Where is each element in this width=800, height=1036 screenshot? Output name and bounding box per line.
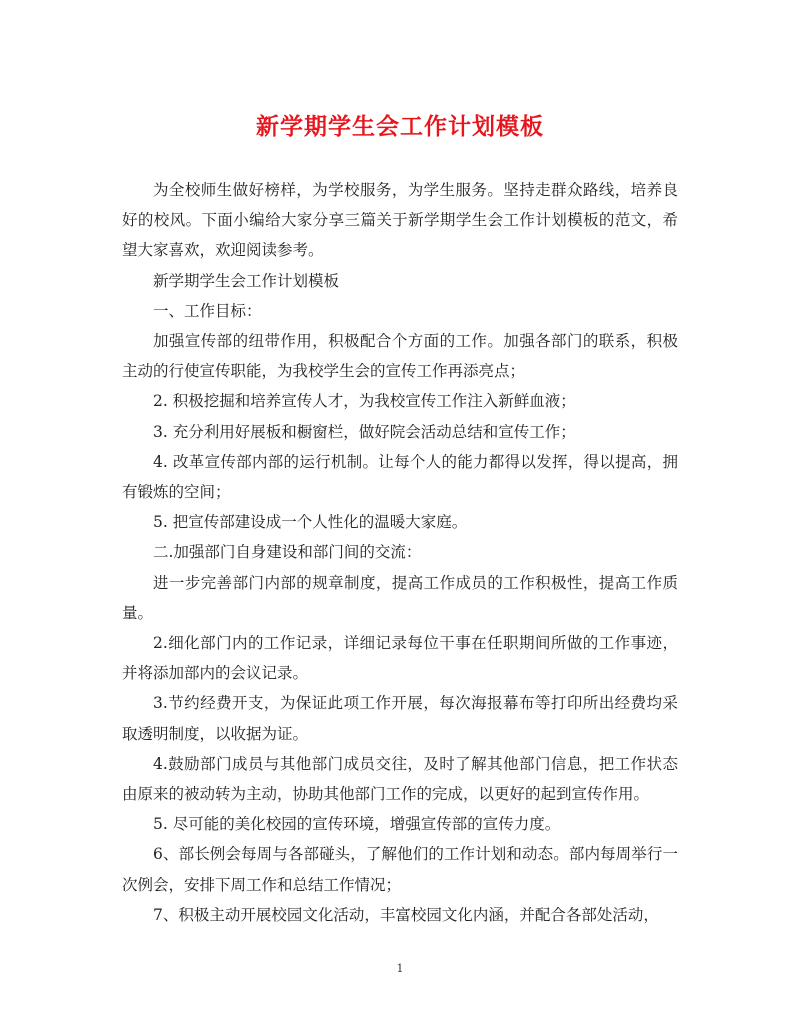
paragraph: 5. 把宣传部建设成一个人性化的温暖大家庭。 — [153, 513, 468, 532]
paragraph: 进一步完善部门内部的规章制度，提高工作成员的工作积极性，提高工作质量。 — [122, 573, 678, 622]
paragraph: 3. 充分利用好展板和橱窗栏，做好院会活动总结和宣传工作； — [153, 422, 576, 441]
paragraph: 7、积极主动开展校园文化活动，丰富校园文化内涵，并配合各部处活动， — [153, 905, 659, 924]
paragraph: 一、工作目标： — [153, 301, 262, 320]
paragraph: 4.鼓励部门成员与其他部门成员交往，及时了解其他部门信息，把工作状态由原来的被动转为主动，协助其他部门工作的完成，以更好的起到宣传作用。 — [122, 754, 678, 804]
paragraph: 3.节约经费开支，为保证此项工作开展，每次海报幕布等打印所出经费均采取透明制度，以收据为证。 — [122, 694, 678, 743]
paragraph: 5. 尽可能的美化校园的宣传环境，增强宣传部的宣传力度。 — [153, 815, 561, 834]
paragraph: 6、部长例会每周与各部碰头，了解他们的工作计划和动态。部内每周举行一次例会，安排下周工作和总结工作情况； — [122, 845, 678, 894]
paragraph: 二.加强部门自身建设和部门间的交流： — [153, 543, 422, 562]
paragraph: 加强宣传部的纽带作用，积极配合个方面的工作。加强各部门的联系，积极主动的行使宣传职能，为我校学生会的宣传工作再添亮点； — [122, 332, 678, 381]
paragraph: 2.细化部门内的工作记录，详细记录每位干事在任职期间所做的工作事迹，并将添加部内的会议记录。 — [122, 634, 678, 683]
paragraph: 2. 积极挖掘和培养宣传人才，为我校宣传工作注入新鲜血液； — [153, 392, 576, 411]
paragraph: 新学期学生会工作计划模板 — [153, 271, 340, 290]
page-number: 1 — [396, 962, 404, 975]
paragraph: 4. 改革宣传部内部的运行机制。让每个人的能力都得以发挥，得以提高，拥有锻炼的空间； — [122, 452, 678, 502]
paragraph: 为全校师生做好榜样，为学校服务，为学生服务。坚持走群众路线，培养良好的校风。下面小编给大家分享三篇关于新学期学生会工作计划模板的范文，希望大家喜欢，欢迎阅读参考。 — [122, 181, 678, 260]
document-title: 新学期学生会工作计划模板 — [256, 114, 544, 140]
document-body — [122, 175, 678, 930]
